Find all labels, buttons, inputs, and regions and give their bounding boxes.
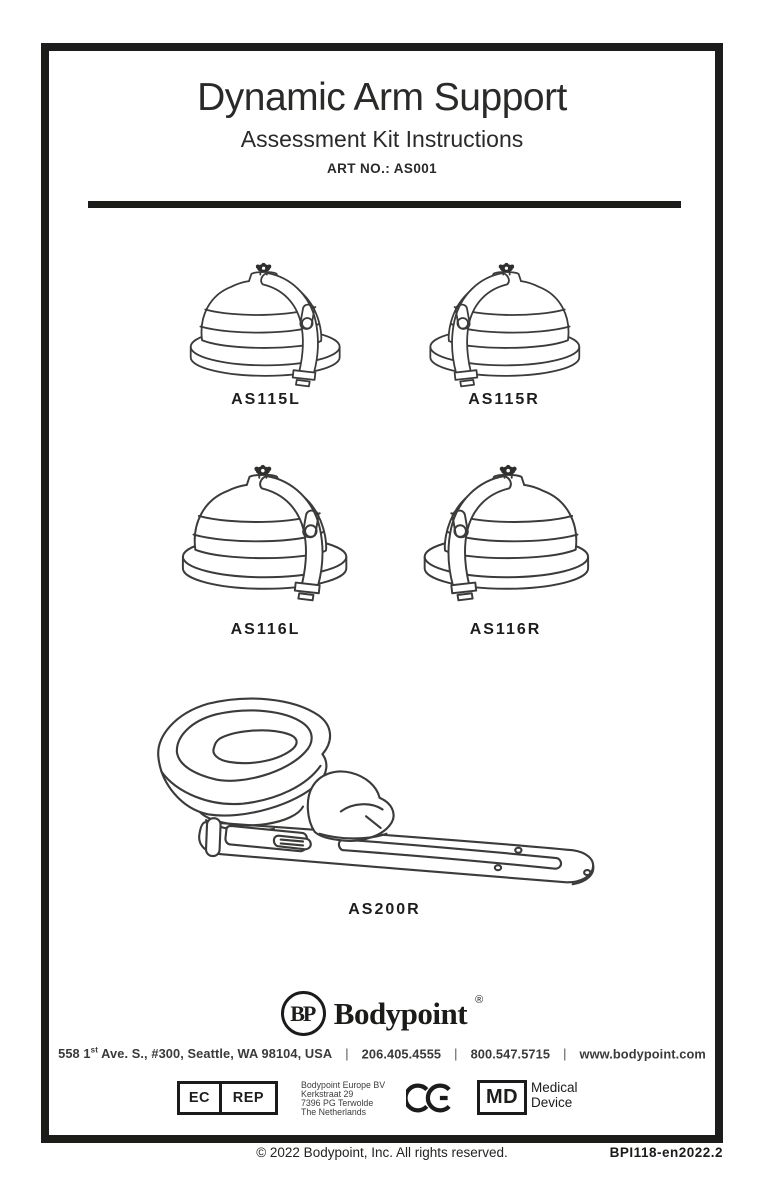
product-label-as200r: AS200R: [348, 901, 421, 918]
phone-tollfree: 800.547.5715: [470, 1046, 551, 1062]
copyright-notice: © 2022 Bodypoint, Inc. All rights reserved.: [256, 1145, 508, 1160]
product-label-as115l: AS115L: [231, 391, 301, 408]
md-mark: MD: [477, 1080, 527, 1115]
as200r-illustration: [142, 690, 627, 896]
website-url: www.bodypoint.com: [579, 1046, 706, 1062]
eu-address-line: 7396 PG Terwolde: [301, 1097, 374, 1108]
eu-representative-address: [301, 1081, 385, 1117]
street-address: 558 1st Ave. S., #300, Seattle, WA 98104, USA: [58, 1046, 333, 1062]
page-subtitle: Assessment Kit Instructions: [240, 126, 524, 152]
product-label-as116l: AS116L: [230, 621, 301, 638]
eu-address-line: The Netherlands: [301, 1106, 367, 1117]
art-number: ART NO.: AS001: [326, 161, 438, 176]
contact-divider: |: [345, 1046, 349, 1062]
as115l-illustration: [181, 251, 351, 389]
bodypoint-monogram-icon: BP: [281, 991, 326, 1036]
ec-label: EC: [180, 1084, 222, 1112]
eu-address-line: Bodypoint Europe BV: [301, 1080, 386, 1090]
eu-address-line: Kerkstraat 29: [301, 1088, 354, 1099]
contact-divider: |: [563, 1046, 567, 1062]
ec-rep-mark: [177, 1081, 278, 1115]
as115r-illustration: [419, 251, 589, 389]
divider-rule: [88, 201, 681, 208]
product-label-as115r: AS115R: [468, 391, 540, 408]
contact-divider: |: [454, 1046, 458, 1062]
page-border-frame: [41, 43, 723, 1143]
ce-mark-icon: [406, 1083, 453, 1113]
medical-device-label: Medical Device: [531, 1080, 578, 1110]
phone-local: 206.405.4555: [361, 1046, 442, 1062]
rep-label: REP: [232, 1090, 265, 1106]
registered-trademark-symbol: ®: [475, 994, 484, 1006]
product-label-as116r: AS116R: [469, 621, 542, 638]
brand-name: Bodypoint: [333, 995, 468, 1031]
brand-logo: [41, 991, 723, 1036]
as116r-illustration: [412, 452, 599, 603]
contact-line: [41, 1046, 723, 1061]
as116l-illustration: [172, 452, 359, 603]
page-title: Dynamic Arm Support: [197, 76, 567, 119]
document-code: BPI118-en2022.2: [609, 1145, 723, 1160]
